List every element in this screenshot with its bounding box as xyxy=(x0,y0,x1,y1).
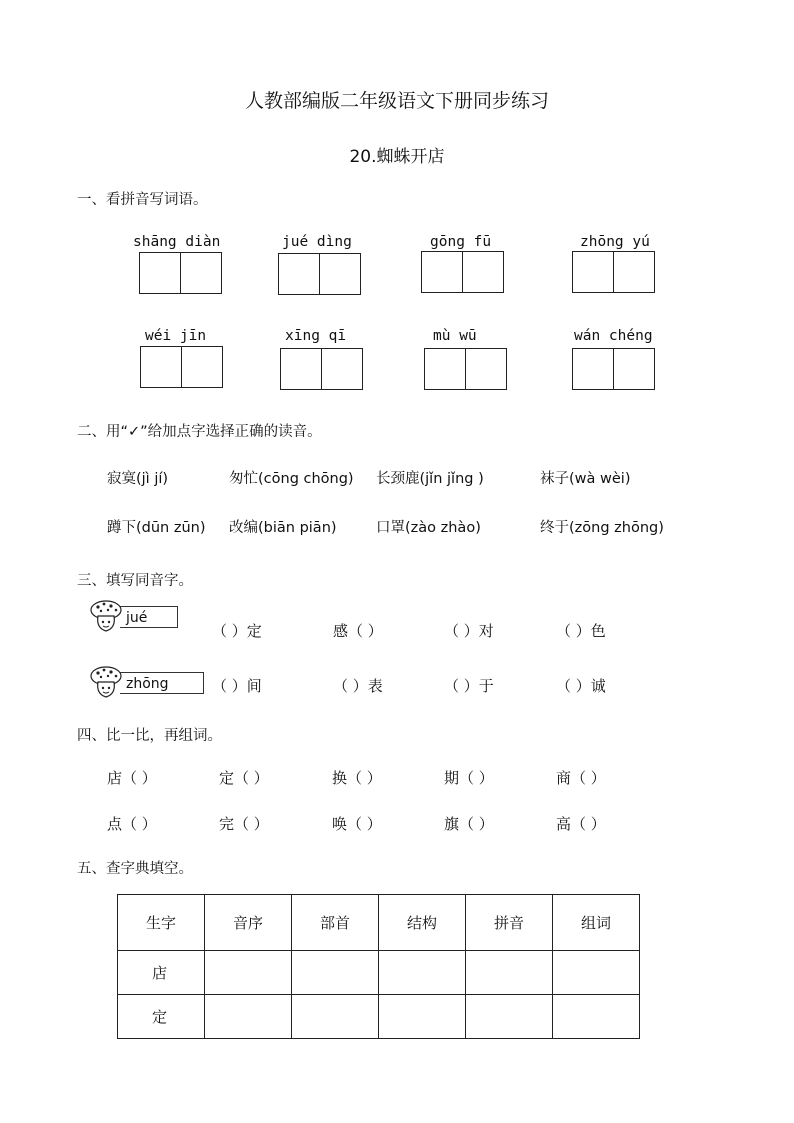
reading-choice[interactable]: 袜子(wà wèi) xyxy=(540,471,631,487)
compare-blank[interactable]: 点（ ） xyxy=(107,815,157,833)
answer-cell[interactable] xyxy=(292,995,379,1039)
compare-blank[interactable]: 完（ ） xyxy=(219,815,269,833)
pinyin-label: wéi jīn xyxy=(145,328,207,344)
homophone-blank[interactable]: （ ）定 xyxy=(212,622,262,640)
writing-box[interactable] xyxy=(572,251,655,293)
compare-blank[interactable]: 期（ ） xyxy=(444,769,494,787)
compare-blank[interactable]: 唤（ ） xyxy=(332,815,382,833)
writing-box[interactable] xyxy=(572,348,655,390)
column-header: 部首 xyxy=(292,895,379,951)
character-cell: 定 xyxy=(118,995,205,1039)
answer-cell[interactable] xyxy=(466,995,553,1039)
section-3-heading: 三、填写同音字。 xyxy=(77,573,193,589)
homophone-blank[interactable]: 感（ ） xyxy=(333,622,383,640)
answer-cell[interactable] xyxy=(205,951,292,995)
pinyin-label: zhōng yú xyxy=(580,234,650,250)
section-2-heading: 二、用“✓”给加点字选择正确的读音。 xyxy=(77,424,322,440)
reading-choice[interactable]: 口罩(zào zhào) xyxy=(376,520,481,536)
compare-blank[interactable]: 高（ ） xyxy=(556,815,606,833)
answer-cell[interactable] xyxy=(379,951,466,995)
answer-cell[interactable] xyxy=(553,995,640,1039)
table-row xyxy=(118,995,640,1039)
answer-cell[interactable] xyxy=(292,951,379,995)
compare-blank[interactable]: 店（ ） xyxy=(107,769,157,787)
reading-choice[interactable]: 长颈鹿(jǐn jǐng ) xyxy=(376,471,484,487)
homophone-blank[interactable]: （ ）诚 xyxy=(556,677,606,695)
writing-box[interactable] xyxy=(278,253,361,295)
mushroom-mascot-label xyxy=(90,598,190,638)
table-row xyxy=(118,951,640,995)
column-header: 拼音 xyxy=(466,895,553,951)
section-1-heading: 一、看拼音写词语。 xyxy=(77,192,208,208)
dictionary-table xyxy=(117,894,640,1039)
writing-box[interactable] xyxy=(140,346,223,388)
compare-blank[interactable]: 旗（ ） xyxy=(444,815,494,833)
homophone-blank[interactable]: （ ）色 xyxy=(556,622,606,640)
lesson-title: 20.蜘蛛开店 xyxy=(349,147,445,167)
reading-choice[interactable]: 改编(biān piān) xyxy=(229,520,337,536)
character-cell: 店 xyxy=(118,951,205,995)
mushroom-icon xyxy=(90,664,124,702)
homophone-pinyin: zhōng xyxy=(120,672,204,694)
reading-choice[interactable]: 寂寞(jì jí) xyxy=(107,471,169,487)
writing-box[interactable] xyxy=(280,348,363,390)
column-header: 结构 xyxy=(379,895,466,951)
answer-cell[interactable] xyxy=(379,995,466,1039)
homophone-pinyin: jué xyxy=(120,606,178,628)
homophone-blank[interactable]: （ ）对 xyxy=(444,622,494,640)
pinyin-label: mù wū xyxy=(433,328,477,344)
reading-choice[interactable]: 蹲下(dūn zūn) xyxy=(107,520,206,536)
answer-cell[interactable] xyxy=(466,951,553,995)
column-header: 生字 xyxy=(118,895,205,951)
pinyin-label: shāng diàn xyxy=(133,234,221,250)
section-4-heading: 四、比一比，再组词。 xyxy=(77,728,222,744)
mushroom-mascot-label xyxy=(90,664,190,704)
pinyin-label: jué dìng xyxy=(282,234,352,250)
homophone-blank[interactable]: （ ）表 xyxy=(333,677,383,695)
table-header-row xyxy=(118,895,640,951)
worksheet-title: 人教部编版二年级语文下册同步练习 xyxy=(244,90,549,112)
section-5-heading: 五、查字典填空。 xyxy=(77,861,193,877)
compare-blank[interactable]: 定（ ） xyxy=(219,769,269,787)
mushroom-icon xyxy=(90,598,124,636)
column-header: 音序 xyxy=(205,895,292,951)
compare-blank[interactable]: 换（ ） xyxy=(332,769,382,787)
column-header: 组词 xyxy=(553,895,640,951)
pinyin-label: wán chéng xyxy=(574,328,653,344)
writing-box[interactable] xyxy=(139,252,222,294)
writing-box[interactable] xyxy=(424,348,507,390)
answer-cell[interactable] xyxy=(205,995,292,1039)
homophone-blank[interactable]: （ ）于 xyxy=(444,677,494,695)
writing-box[interactable] xyxy=(421,251,504,293)
reading-choice[interactable]: 终于(zōng zhōng) xyxy=(540,520,664,536)
homophone-blank[interactable]: （ ）间 xyxy=(212,677,262,695)
answer-cell[interactable] xyxy=(553,951,640,995)
pinyin-label: xīng qī xyxy=(285,328,347,344)
reading-choice[interactable]: 匆忙(cōng chōng) xyxy=(229,471,354,487)
compare-blank[interactable]: 商（ ） xyxy=(556,769,606,787)
pinyin-label: gōng fū xyxy=(430,234,492,250)
